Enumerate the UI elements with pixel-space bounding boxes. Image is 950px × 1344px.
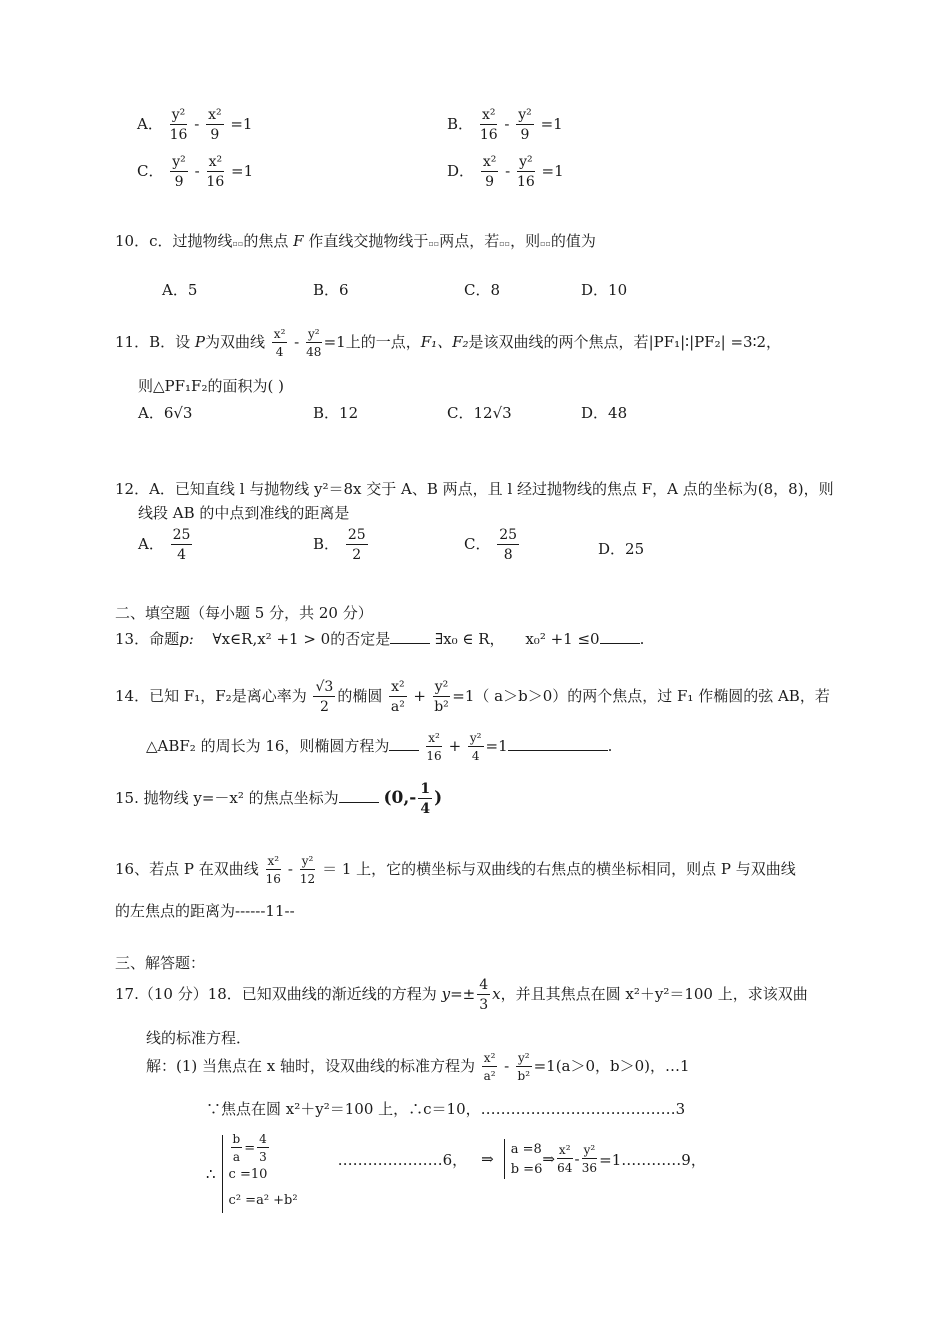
q16-line2: 的左焦点的距离为------11-- [115, 902, 295, 920]
q9-option-b: B． $\frac{\text{x²}}{16}$ - $\frac{\text{y²}}{9}$ =1 [447, 107, 563, 143]
q9-option-a: A． $\frac{\text{y²}}{16}$ - $\frac{\text{x²}}{9}$ =1 [137, 107, 253, 143]
broken-formula-image: ▫▫ [540, 239, 551, 248]
q13: 13．命题p: ∀x∈R,x² +1 > 0的否定是 ∃x₀ ∈ R， x₀² +1 ≤0 . [115, 630, 645, 648]
q17-system: ∴ $\frac{b}{a}$ = $\frac{4}{3}$ c =10 c² =a² +b² …………………6， ⇒ a =8 b =6 ⇒ $\frac{\text{x²}}{64}$ - $\frac{\text{y²}}{36}$ =1…………9， [206, 1135, 706, 1213]
q12-option-b: B． $\frac{25}{2}$ [313, 527, 366, 563]
q11-line2: 则△PF₁F₂的面积为( ) [138, 377, 284, 395]
section-3-heading: 三、解答题： [115, 954, 206, 972]
q10-option-a: A．5 [162, 281, 198, 299]
q9-option-d: D． $\frac{\text{x²}}{9}$ - $\frac{\text{y²}}{16}$ =1 [447, 154, 564, 190]
q10-option-d: D．10 [581, 281, 628, 299]
q11-option-b: B．12 [313, 404, 359, 422]
q10-option-c: C．8 [464, 281, 501, 299]
q12-line1: 12．A．已知直线 l 与抛物线 y²＝8x 交于 A、B 两点，且 l 经过抛物线的焦点 F，A 点的坐标为(8，8)，则 [115, 480, 834, 498]
broken-formula-image: ▫▫ [428, 239, 440, 248]
q11-option-d: D．48 [581, 404, 628, 422]
broken-formula-image: ▫▫ [232, 239, 244, 248]
q11-stem: 11．B．设 P为双曲线 $\frac{\text{x²}}{4}$ - $\frac{\text{y²}}{48}$ =1上的一点，F₁、F₂是该双曲线的两个焦点，若|PF₁|∶|PF₂| =3∶2， [115, 327, 782, 359]
q15: 15. 抛物线 y=－x² 的焦点坐标为 (0,- $\frac{1}{4}$ ) [115, 781, 443, 817]
q10-option-b: B．6 [313, 281, 349, 299]
q11-option-a: A．6√3 [138, 404, 193, 422]
section-2-heading: 二、填空题（每小题 5 分，共 20 分） [115, 604, 373, 622]
equation-system-brace: $\frac{b}{a}$ = $\frac{4}{3}$ c =10 c² =a² +b² [222, 1135, 298, 1213]
q14-line2: △ABF₂ 的周长为 16，则椭圆方程为 $\frac{\text{x²}}{16}$ + $\frac{\text{y²}}{4}$ =1 . [146, 731, 613, 763]
q12-line2: 线段 AB 的中点到准线的距离是 [138, 504, 350, 522]
q11-option-c: C．12√3 [447, 404, 512, 422]
q12-option-a: A． $\frac{25}{4}$ [138, 527, 191, 563]
q17-solution-line1: 解：(1) 当焦点在 x 轴时，设双曲线的标准方程为 $\frac{\text{x²}}{\text{a²}}$ - $\frac{\text{y²}}{\text{b²}}$ =1(a＞0，b＞0)，…1 [146, 1051, 690, 1083]
q17-line1: 17.（10 分）18．已知双曲线的渐近线的方程为 y=± $\frac{4}{3}$ x，并且其焦点在圆 x²＋y²＝100 上，求该双曲 [115, 977, 808, 1013]
q9-option-c: C． $\frac{\text{y²}}{9}$ - $\frac{\text{x²}}{16}$ =1 [137, 154, 254, 190]
q12-option-d: D．25 [598, 540, 645, 558]
q12-option-c: C． $\frac{25}{8}$ [464, 527, 518, 563]
fraction: $\frac{\text{y²}}{16}$ [169, 107, 188, 143]
q16-line1: 16、若点 P 在双曲线 $\frac{\text{x²}}{16}$ - $\frac{\text{y²}}{12}$ ＝ 1 上，它的横坐标与双曲线的右焦点的横坐标相同，则点 P 与双曲线 [115, 854, 796, 886]
q17-line2: 线的标准方程． [146, 1029, 252, 1047]
q14-line1: 14．已知 F₁，F₂是离心率为 $\frac{√3}{2}$ 的椭圆 $\frac{\text{x²}}{\text{a²}}$ + $\frac{\text{y²}}{\text{b²}}$ =1（ a＞b＞0）的两个焦点，过 F₁ 作椭圆的弦 AB，若 [115, 679, 830, 715]
q10-stem: 10．c．过抛物线▫▫的焦点 F 作直线交抛物线于▫▫两点，若▫▫，则▫▫的值为 [115, 232, 596, 250]
q17-solution-line2: ∵焦点在圆 x²＋y²＝100 上，∴c＝10，…………………………………3 [206, 1100, 686, 1118]
broken-formula-image: ▫▫ [499, 239, 511, 248]
